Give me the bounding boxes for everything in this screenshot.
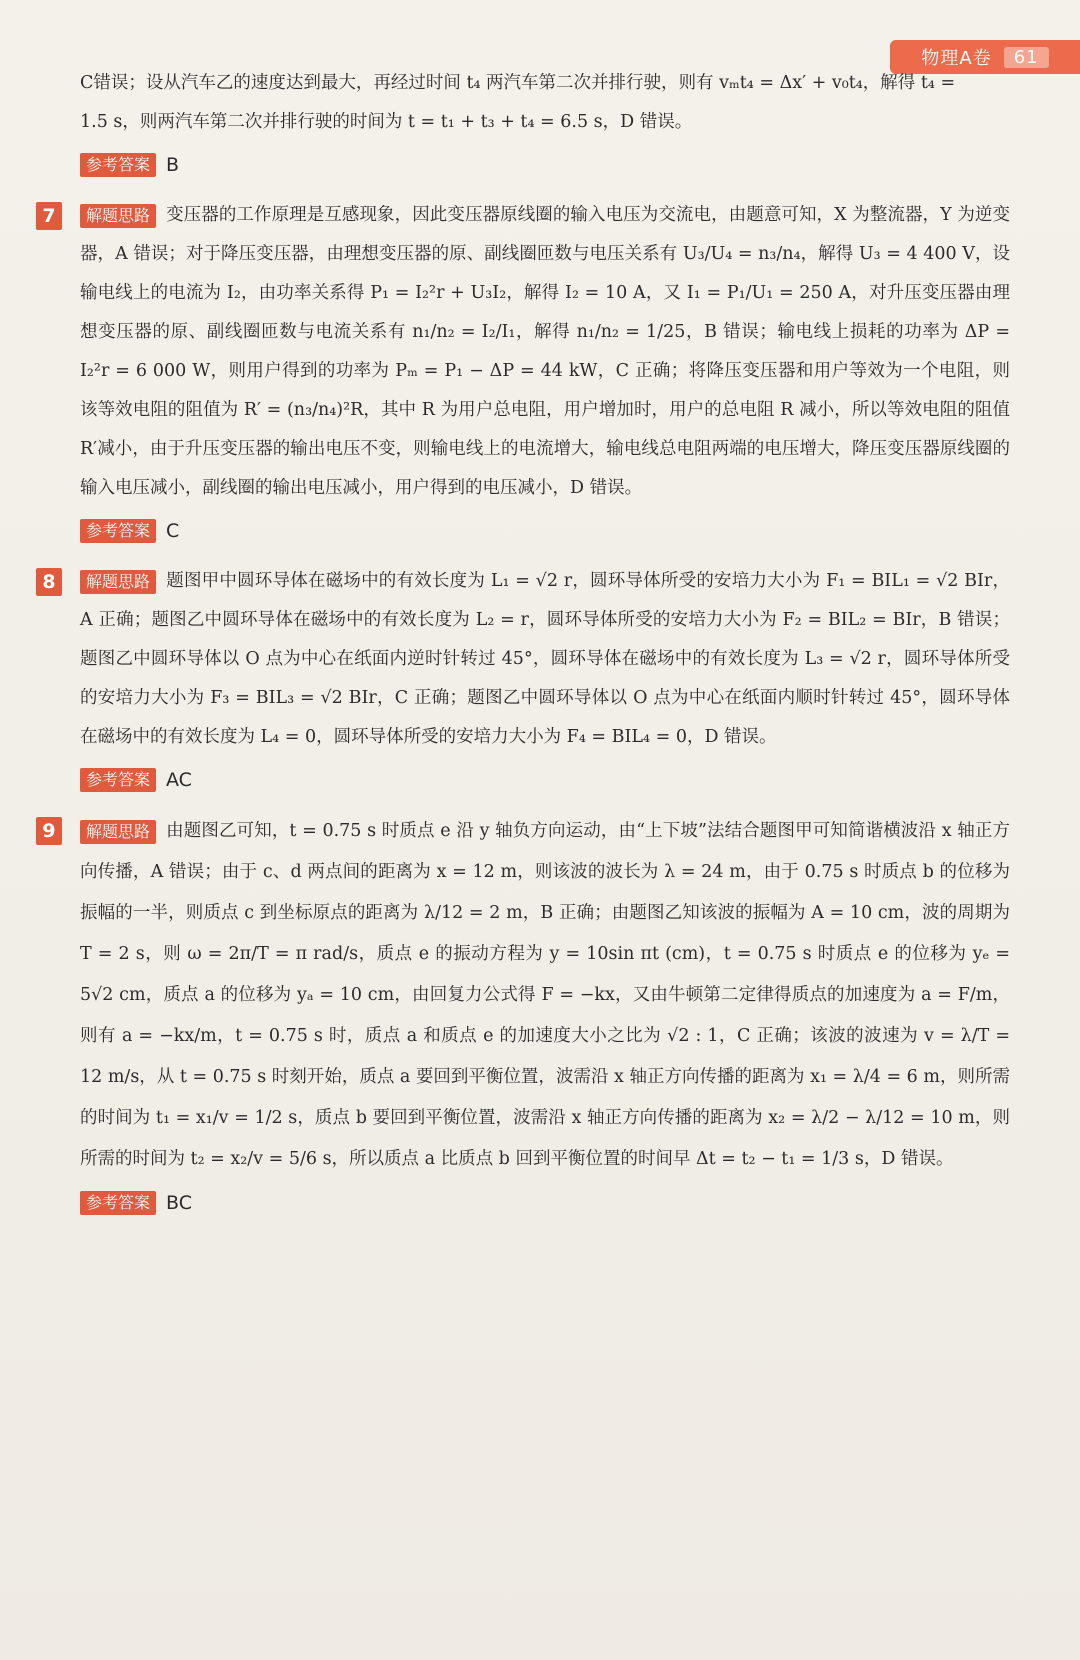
answer-value: BC (166, 1192, 192, 1214)
answer-label: 参考答案 (80, 768, 156, 792)
answer-value: AC (166, 769, 192, 791)
solution-label: 解题思路 (80, 570, 156, 594)
header-title: 物理A卷 (921, 48, 992, 69)
answer-label: 参考答案 (80, 153, 156, 177)
intro-line-1: C错误；设从汽车乙的速度达到最大，再经过时间 t₄ 两汽车第二次并排行驶，则有 vₘt₄ = Δx′ + v₀t₄，解得 t₄ = (80, 73, 956, 93)
answer-row (80, 514, 1010, 548)
question-number: 9 (36, 817, 62, 845)
question-number: 7 (36, 202, 62, 230)
question-9 (42, 811, 1010, 1220)
answer-value: C (166, 520, 180, 542)
question-7 (42, 196, 1010, 548)
intro-section (80, 64, 1010, 182)
question-text: 解题思路 变压器的工作原理是互感现象，因此变压器原线圈的输入电压为交流电，由题意可知，X 为整流器，Y 为逆变器，A 错误；对于降压变压器，由理想变压器的原、副线圈匝数与电压关系有 U₃/U₄ = n₃/n₄，解得 U₃ = 4 400 V，设输电线上的电流为 I₂，由功率关系得 P₁ = I₂²r + U₃I₂，解得 I₂ = 10 A，又 I₁ = P₁/U₁ = 250 A，对升压变压器由理想变压器的原、副线圈匝数与电流关系有 n₁/n₂ = I₂/I₁，解得 n₁/n₂ = 1/25，B 错误；输电线上损耗的功率为 ΔP = I₂²r = 6 000 W，则用户得到的功率为 Pₘ = P₁ − ΔP = 44 kW，C 正确；将降压变压器和用户等效为一个电阻，则该等效电阻的阻值为 R′ = (n₃/n₄)²R，其中 R 为用户总电阻，用户增加时，用户的总电阻 R 减小，所以等效电阻的阻值 R′减小，由于升压变压器的输出电压不变，则输电线上的电流增大，输电线总电阻两端的电压增大，降压变压器原线圈的输入电压减小，副线圈的输出电压减小，用户得到的电压减小，D 错误。 (80, 205, 1010, 498)
intro-line-2: 1.5 s，则两汽车第二次并排行驶的时间为 t = t₁ + t₃ + t₄ = 6.5 s，D 错误。 (80, 112, 693, 132)
answer-value: B (166, 154, 180, 176)
answer-row (80, 1186, 1010, 1220)
answer-row (80, 763, 1010, 797)
solution-label: 解题思路 (80, 204, 156, 228)
page-number: 61 (1004, 47, 1049, 68)
answer-label: 参考答案 (80, 1191, 156, 1215)
solution-label: 解题思路 (80, 820, 156, 844)
content (42, 64, 1010, 1234)
answer-label: 参考答案 (80, 519, 156, 543)
question-number: 8 (36, 568, 62, 596)
answer-row (80, 148, 1010, 182)
question-text: 解题思路 题图甲中圆环导体在磁场中的有效长度为 L₁ = √2 r，圆环导体所受的安培力大小为 F₁ = BIL₁ = √2 BIr，A 正确；题图乙中圆环导体在磁场中的有效长度为 L₂ = r，圆环导体所受的安培力大小为 F₂ = BIL₂ = BIr，B 错误；题图乙中圆环导体以 O 点为中心在纸面内逆时针转过 45°，圆环导体在磁场中的有效长度为 L₃ = √2 r，圆环导体所受的安培力大小为 F₃ = BIL₃ = √2 BIr，C 正确；题图乙中圆环导体以 O 点为中心在纸面内顺时针转过 45°，圆环导体在磁场中的有效长度为 L₄ = 0，圆环导体所受的安培力大小为 F₄ = BIL₄ = 0，D 错误。 (80, 571, 1010, 747)
question-text: 解题思路 由题图乙可知，t = 0.75 s 时质点 e 沿 y 轴负方向运动，由“上下坡”法结合题图甲可知简谐横波沿 x 轴正方向传播，A 错误；由于 c、d 两点间的距离为 x = 12 m，则该波的波长为 λ = 24 m，由于 0.75 s 时质点 b 的位移为振幅的一半，则质点 c 到坐标原点的距离为 λ/12 = 2 m，B 正确；由题图乙知该波的振幅为 A = 10 cm，波的周期为 T = 2 s，则 ω = 2π/T = π rad/s，质点 e 的振动方程为 y = 10sin πt (cm)，t = 0.75 s 时质点 e 的位移为 yₑ = 5√2 cm，质点 a 的位移为 yₐ = 10 cm，由回复力公式得 F = −kx，又由牛顿第二定律得质点的加速度为 a = F/m，则有 a = −kx/m，t = 0.75 s 时，质点 a 和质点 e 的加速度大小之比为 √2 : 1，C 正确；该波的波速为 v = λ/T = 12 m/s，从 t = 0.75 s 时刻开始，质点 a 要回到平衡位置，波需沿 x 轴正方向传播的距离为 x₁ = λ/4 = 6 m，则所需的时间为 t₁ = x₁/v = 1/2 s，质点 b 要回到平衡位置，波需沿 x 轴正方向传播的距离为 x₂ = λ/2 − λ/12 = 10 m，则所需的时间为 t₂ = x₂/v = 5/6 s，所以质点 a 比质点 b 回到平衡位置的时间早 Δt = t₂ − t₁ = 1/3 s，D 错误。 (80, 821, 1010, 1169)
question-8 (42, 562, 1010, 797)
